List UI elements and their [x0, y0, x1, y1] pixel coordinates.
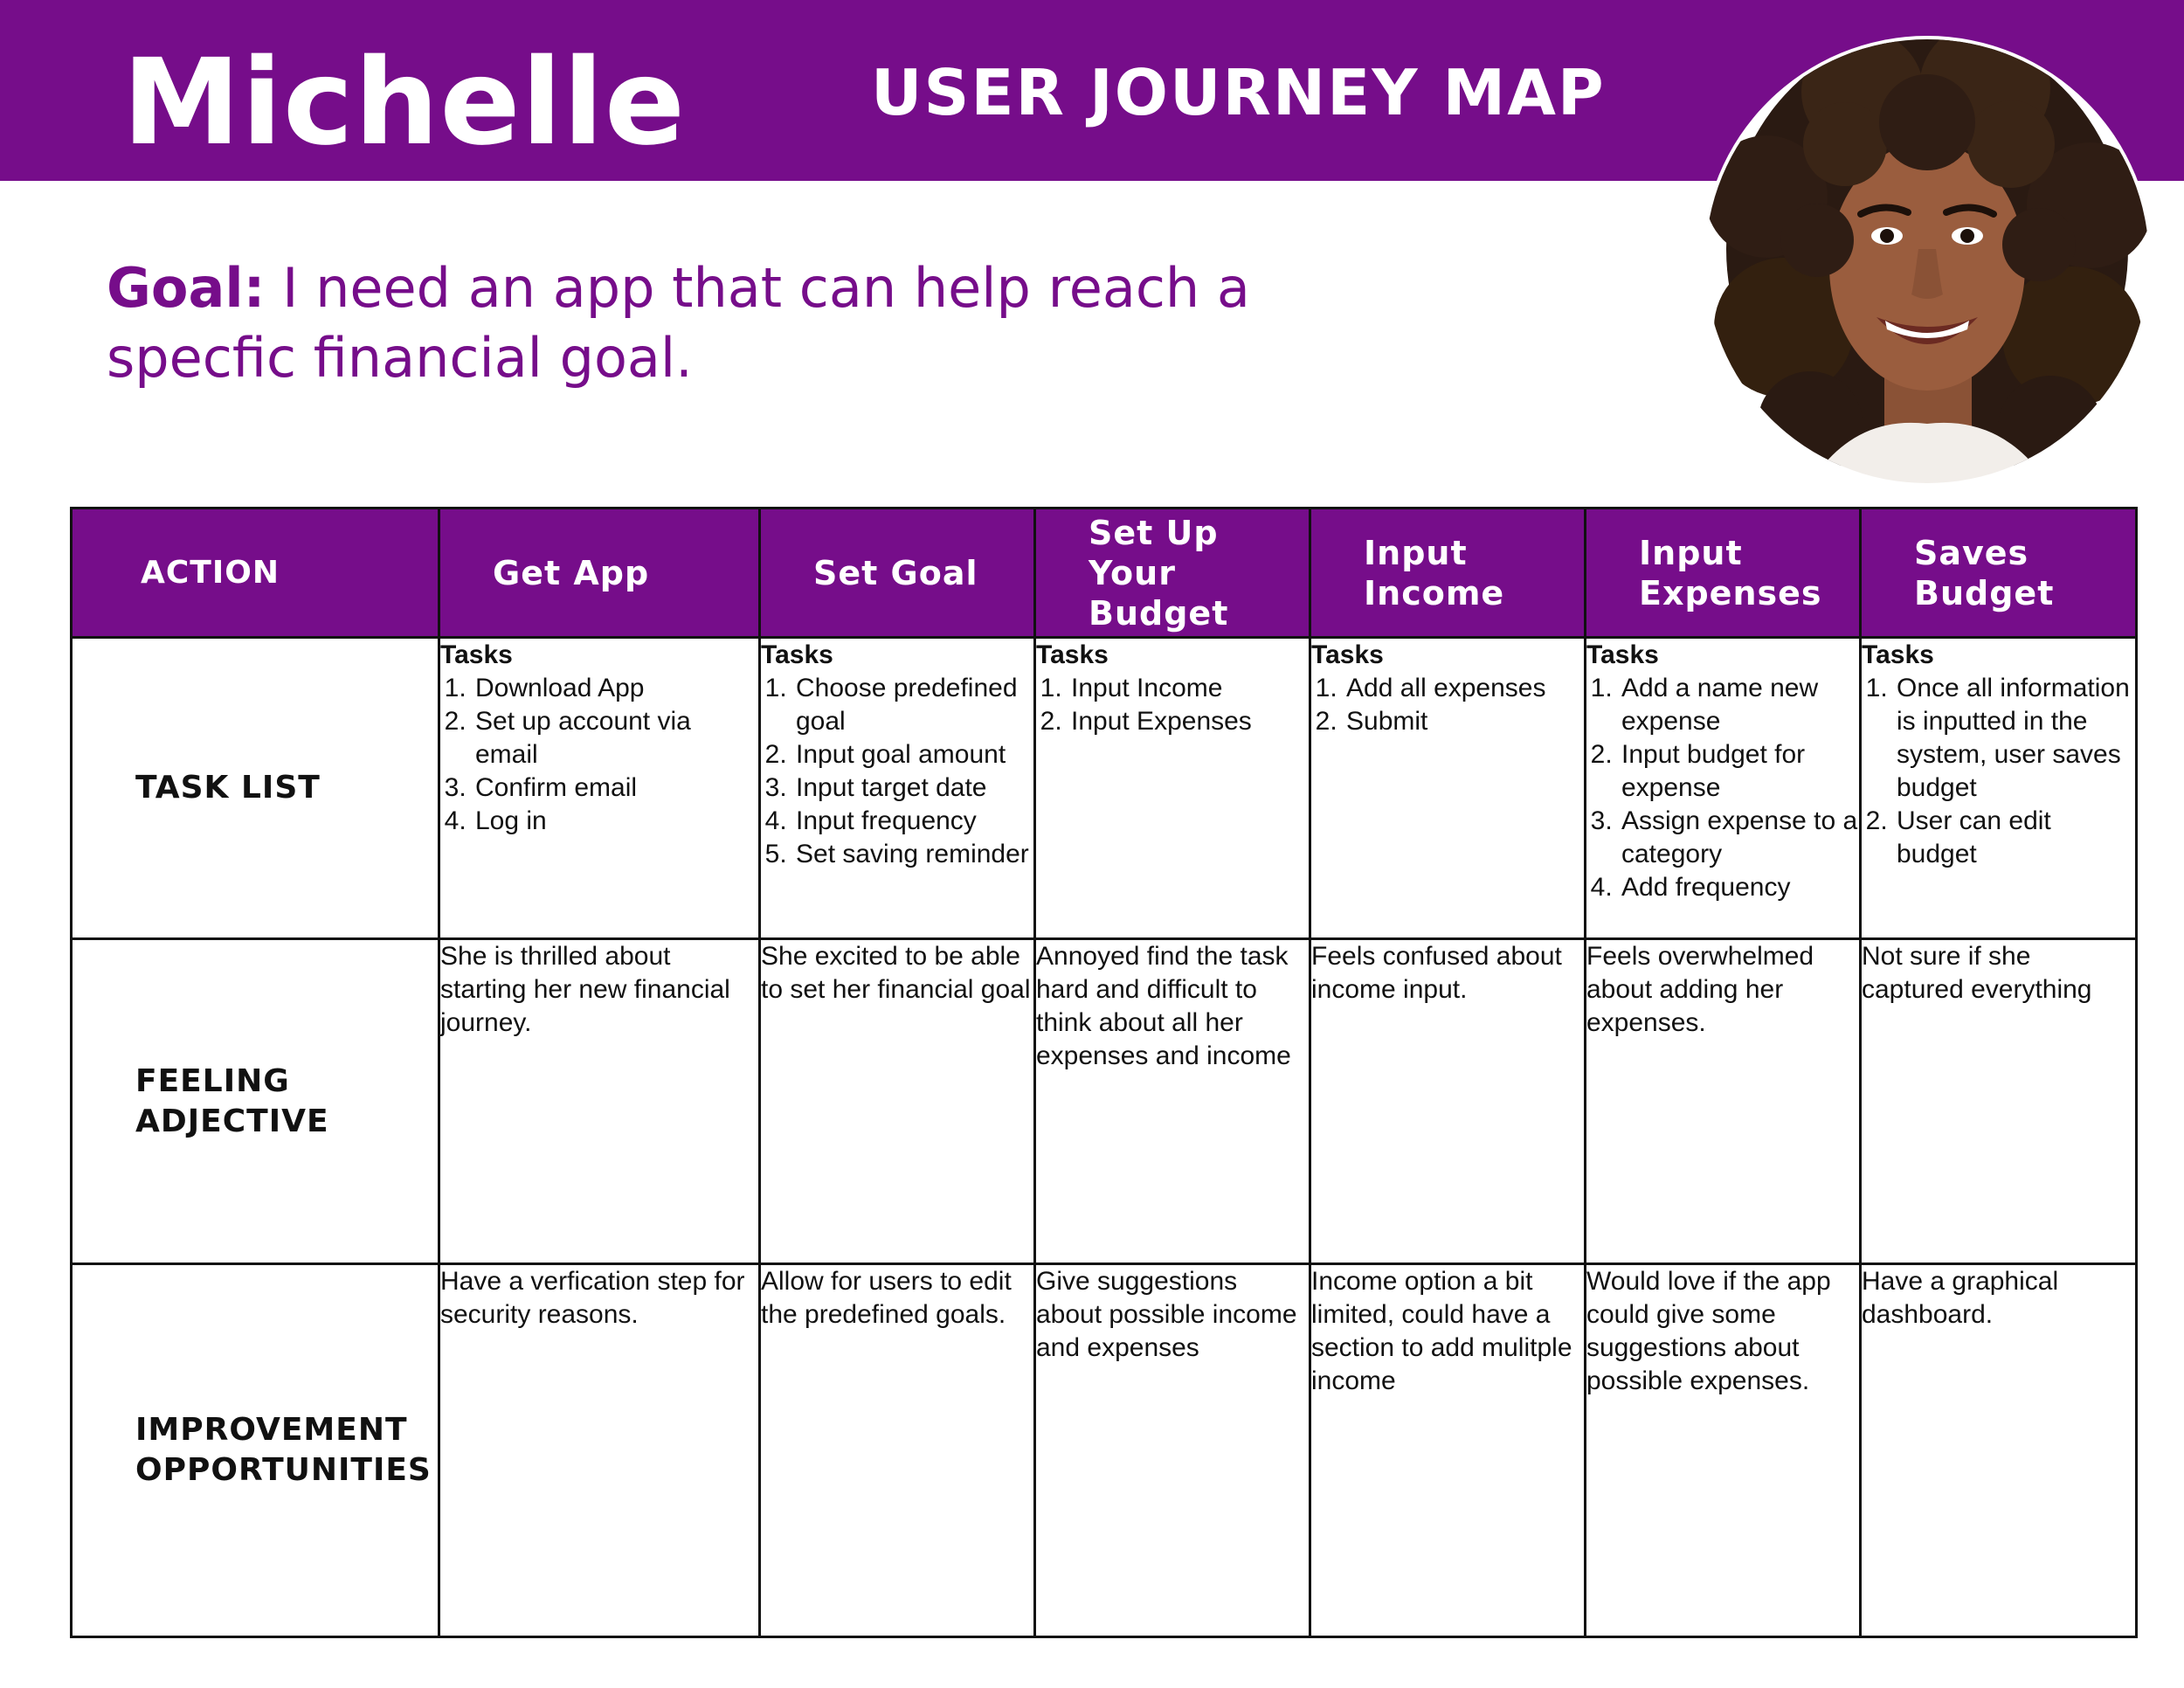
- action-row-label: ACTION: [72, 508, 439, 638]
- feeling-cell: Annoyed find the task hard and difficult to think about all her expenses and income: [1035, 939, 1310, 1264]
- task-item: 4. Add frequency: [1620, 871, 1859, 904]
- feeling-cell: She excited to be able to set her financial goal: [760, 939, 1035, 1264]
- persona-photo-icon: [1705, 39, 2149, 483]
- goal-statement: [107, 253, 1260, 393]
- task-item: 2. Submit: [1344, 705, 1584, 738]
- task-list: [1862, 672, 2135, 871]
- journey-map-table: [70, 507, 2138, 1638]
- tasks-heading: Tasks: [1036, 640, 1109, 669]
- task-cell: [1861, 638, 2137, 939]
- task-item: 4. Log in: [473, 805, 758, 838]
- task-list-label: TASK LIST: [72, 638, 439, 939]
- goal-label: Goal:: [107, 256, 266, 320]
- tasks-heading: Tasks: [1311, 640, 1384, 669]
- task-item: 3. Assign expense to a category: [1620, 805, 1859, 871]
- feeling-row: [72, 939, 2137, 1264]
- improvement-cell: Allow for users to edit the predefined goals.: [760, 1264, 1035, 1637]
- feeling-cell: Feels confused about income input.: [1310, 939, 1586, 1264]
- task-list-row: [72, 638, 2137, 939]
- avatar: [1705, 39, 2149, 483]
- feeling-label: FEELING ADJECTIVE: [72, 939, 439, 1264]
- task-item: 1. Download App: [473, 672, 758, 705]
- task-item: 2. User can edit budget: [1895, 805, 2135, 871]
- task-item: 3. Input target date: [794, 771, 1033, 805]
- column-header-input-expenses: Input Expenses: [1586, 508, 1861, 638]
- task-item: 3. Confirm email: [473, 771, 758, 805]
- tasks-heading: Tasks: [761, 640, 833, 669]
- task-cell: [1035, 638, 1310, 939]
- improvement-cell: Give suggestions about possible income and expenses: [1035, 1264, 1310, 1637]
- improvement-cell: Have a verfication step for security reasons.: [439, 1264, 760, 1637]
- task-list: [1036, 672, 1309, 738]
- task-cell: [1310, 638, 1586, 939]
- tasks-heading: Tasks: [1586, 640, 1659, 669]
- task-item: 1. Add a name new expense: [1620, 672, 1859, 738]
- improvement-cell: Would love if the app could give some suggestions about possible expenses.: [1586, 1264, 1861, 1637]
- task-item: 1. Input Income: [1069, 672, 1309, 705]
- task-item: 5. Set saving reminder: [794, 838, 1033, 871]
- task-list: [1586, 672, 1859, 904]
- task-cell: [760, 638, 1035, 939]
- page-title: USER JOURNEY MAP: [871, 56, 1606, 129]
- task-item: 1. Add all expenses: [1344, 672, 1584, 705]
- task-list: [761, 672, 1033, 871]
- improvement-cell: Income option a bit limited, could have a section to add mulitple income: [1310, 1264, 1586, 1637]
- feeling-cell: Feels overwhelmed about adding her expenses.: [1586, 939, 1861, 1264]
- feeling-cell: She is thrilled about starting her new financial journey.: [439, 939, 760, 1264]
- task-cell: [439, 638, 760, 939]
- action-header-row: [72, 508, 2137, 638]
- improvement-row: [72, 1264, 2137, 1637]
- task-cell: [1586, 638, 1861, 939]
- column-header-get-app: Get App: [439, 508, 760, 638]
- task-item: 2. Input Expenses: [1069, 705, 1309, 738]
- improvement-label: IMPROVEMENT OPPORTUNITIES: [72, 1264, 439, 1637]
- column-header-set-up-budget: Set Up Your Budget: [1035, 508, 1310, 638]
- task-list: [440, 672, 758, 838]
- task-item: 2. Input budget for expense: [1620, 738, 1859, 805]
- task-item: 1. Choose predefined goal: [794, 672, 1033, 738]
- persona-name: Michelle: [122, 34, 687, 172]
- task-item: 2. Set up account via email: [473, 705, 758, 771]
- goal-text: I need an app that can help reach a specfic financial goal.: [107, 256, 1250, 390]
- tasks-heading: Tasks: [440, 640, 513, 669]
- feeling-cell: Not sure if she captured everything: [1861, 939, 2137, 1264]
- task-item: 4. Input frequency: [794, 805, 1033, 838]
- column-header-input-income: Input Income: [1310, 508, 1586, 638]
- task-item: 1. Once all information is inputted in the system, user saves budget: [1895, 672, 2135, 805]
- column-header-saves-budget: Saves Budget: [1861, 508, 2137, 638]
- task-list: [1311, 672, 1584, 738]
- improvement-cell: Have a graphical dashboard.: [1861, 1264, 2137, 1637]
- tasks-heading: Tasks: [1862, 640, 1934, 669]
- task-item: 2. Input goal amount: [794, 738, 1033, 771]
- column-header-set-goal: Set Goal: [760, 508, 1035, 638]
